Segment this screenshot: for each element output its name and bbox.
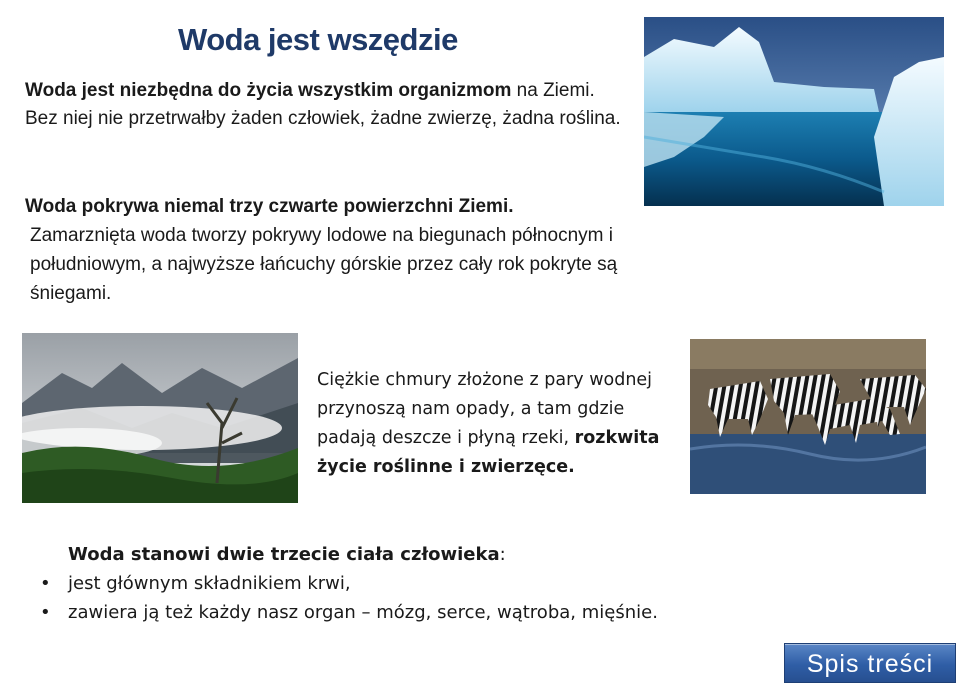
body-heading-bold: Woda stanowi dwie trzecie ciała człowieka (68, 544, 500, 565)
bullet-icon: • (40, 602, 51, 623)
zebras-drinking-image (690, 339, 926, 494)
paragraph-life-bold: Woda jest niezbędna do życia wszystkim organizmom (25, 80, 512, 101)
paragraph-life (25, 77, 625, 133)
list-item-text: jest głównym składnikiem krwi, (68, 573, 351, 594)
paragraph-body-water (40, 540, 740, 627)
misty-mountains-image (22, 333, 298, 503)
table-of-contents-button[interactable]: Spis treści (784, 643, 956, 683)
list-item (40, 598, 740, 627)
paragraph-coverage-text: Zamarznięta woda tworzy pokrywy lodowe na biegunach północnym i południowym, a najwyższe łańcuchy górskie przez cały rok pokryte są śniegami. (30, 225, 618, 304)
list-item (40, 569, 740, 598)
iceberg-image (644, 17, 944, 206)
body-water-list (40, 569, 740, 627)
bullet-icon: • (40, 573, 51, 594)
paragraph-clouds-bold: rozkwita życie roślinne i zwierzęce. (317, 428, 660, 477)
paragraph-life-text: na Ziemi. Bez niej nie przetrwałby żaden człowiek, żadne zwierzę, żadna roślina. (25, 80, 621, 129)
paragraph-clouds (317, 366, 682, 482)
page-title: Woda jest wszędzie (178, 22, 458, 57)
body-heading-suffix: : (499, 544, 506, 565)
paragraph-clouds-text: Ciężkie chmury złożone z pary wodnej przynoszą nam opady, a tam gdzie padają deszcze i płyną rzeki, (317, 370, 653, 448)
paragraph-coverage (25, 192, 625, 308)
paragraph-body-heading (40, 540, 740, 569)
paragraph-coverage-bold: Woda pokrywa niemal trzy czwarte powierzchni Ziemi. (25, 196, 514, 217)
list-item-text: zawiera ją też każdy nasz organ – mózg, serce, wątroba, mięśnie. (68, 602, 658, 623)
